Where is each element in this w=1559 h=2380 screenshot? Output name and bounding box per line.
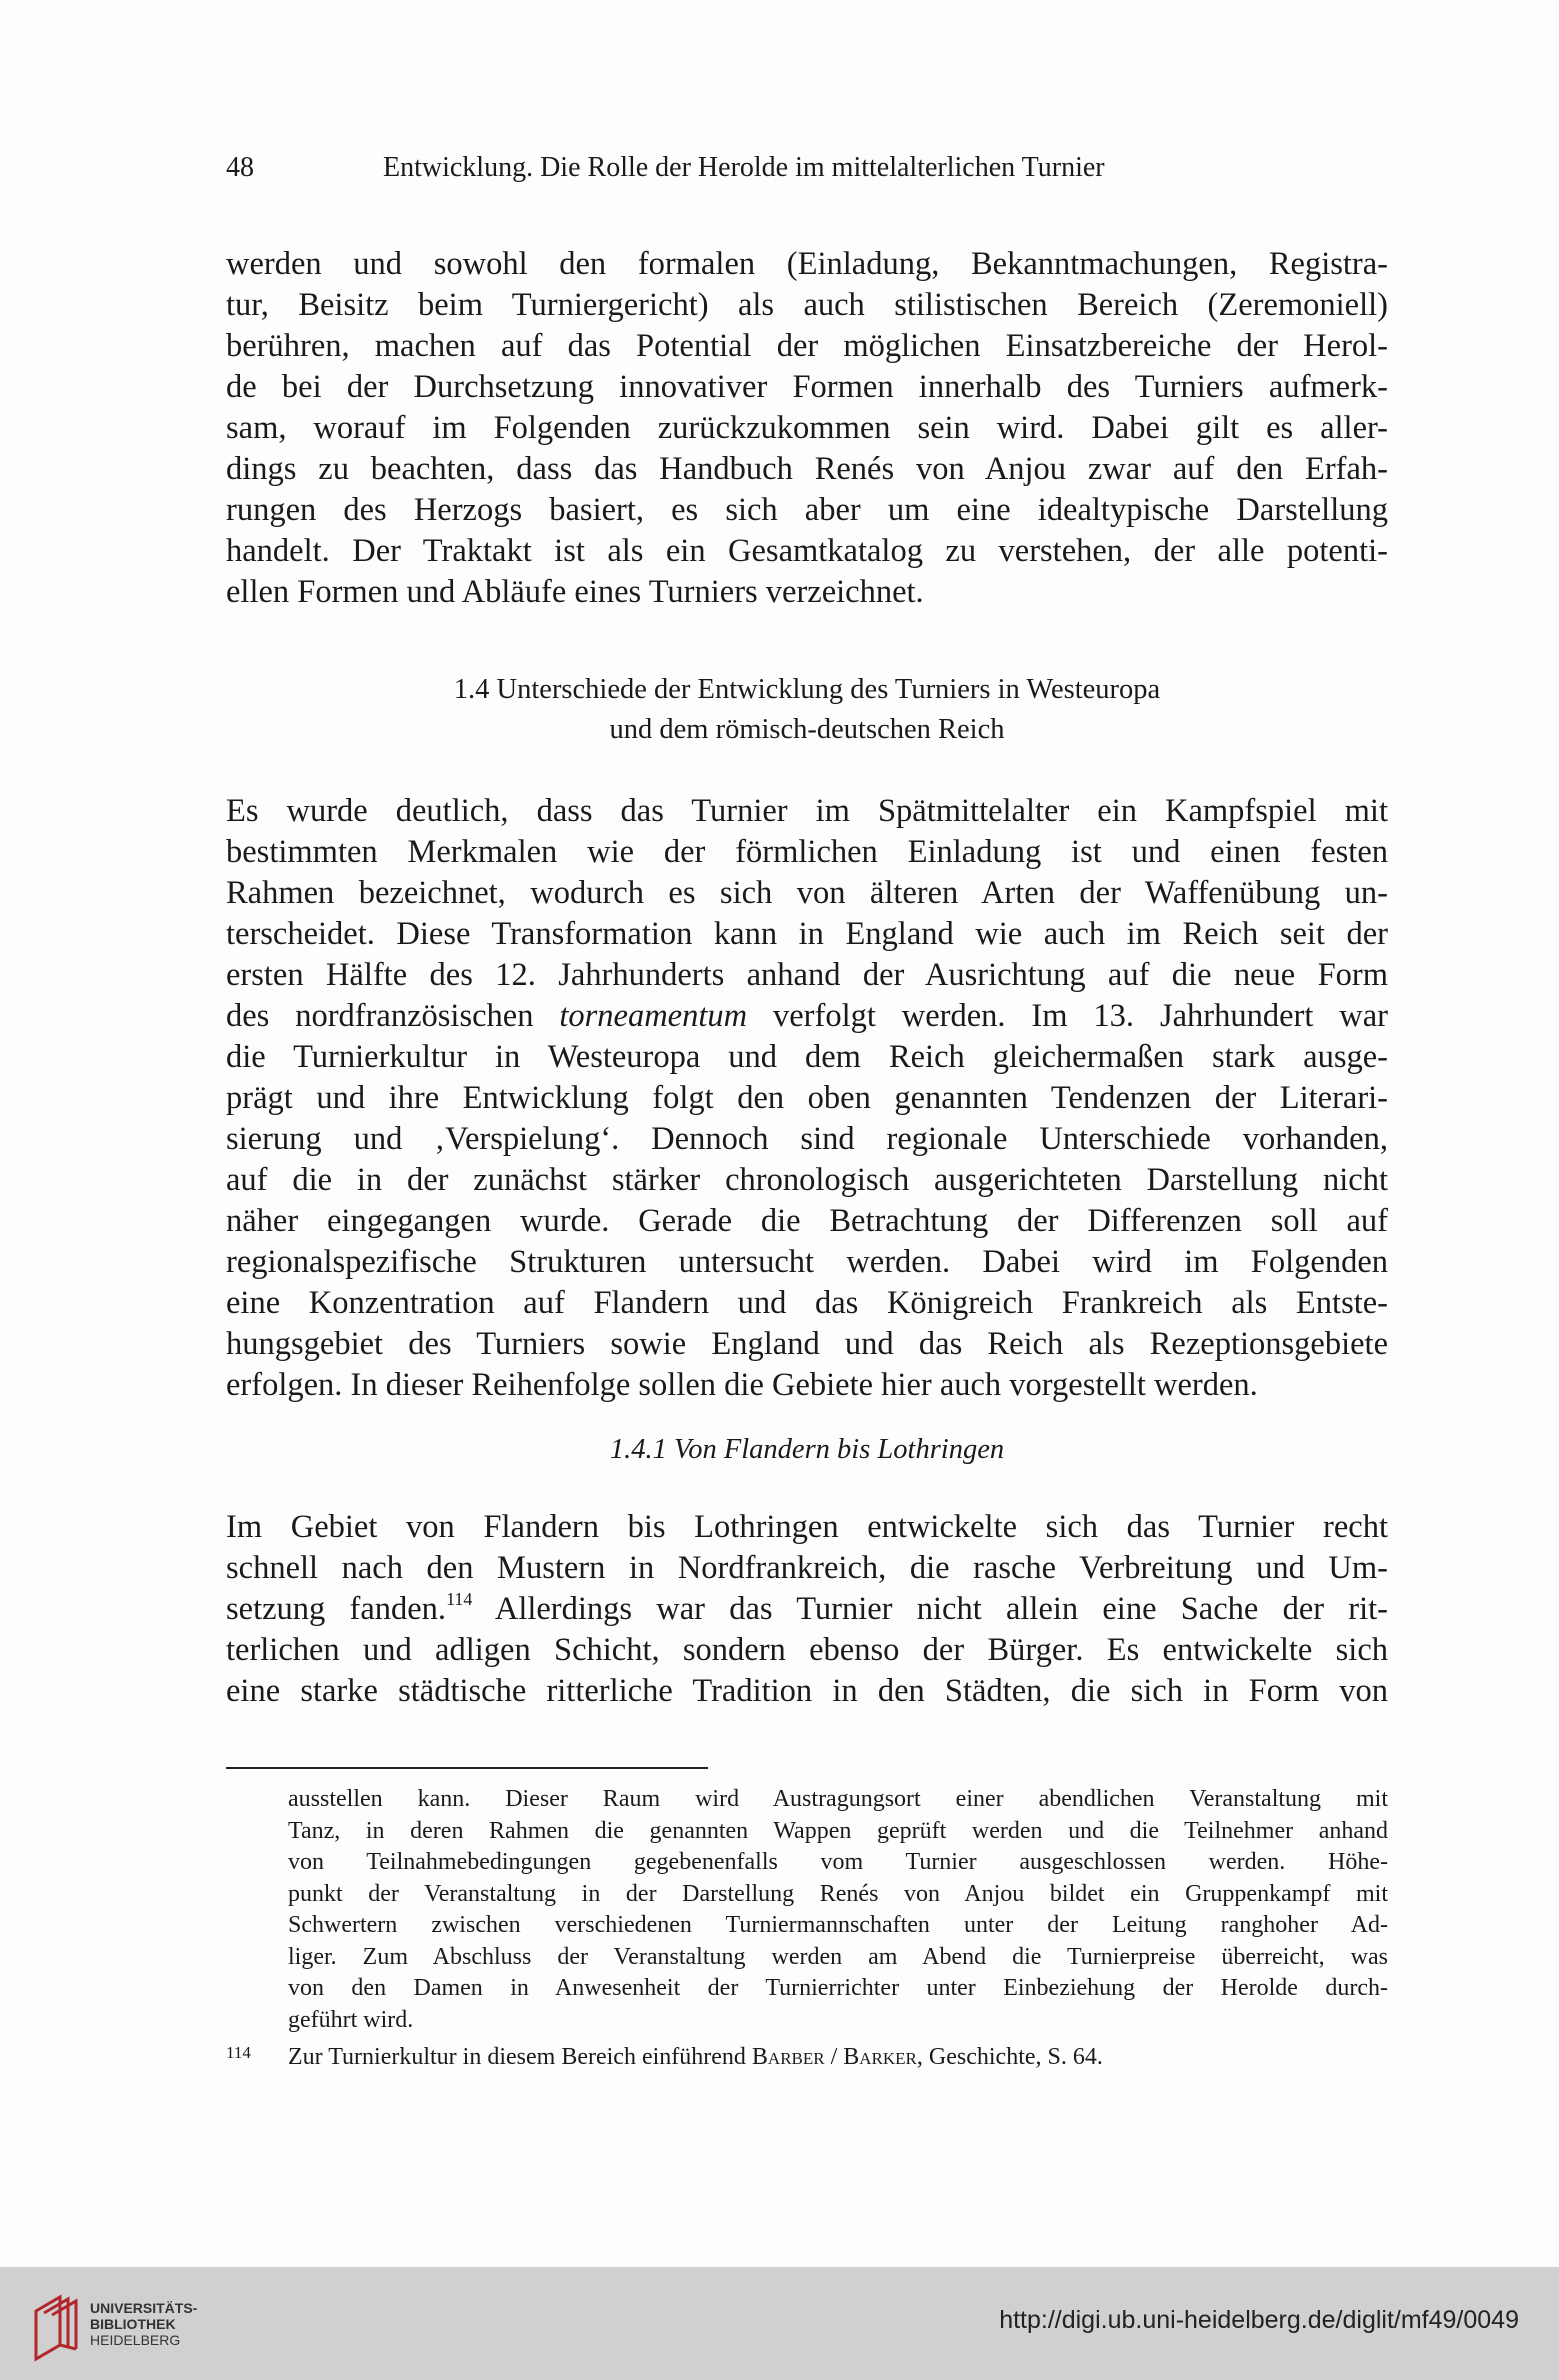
text-line: näher eingegangen wurde. Gerade die Betrachtung der Differenzen soll auf <box>226 1203 1388 1239</box>
text-line: regionalspezifische Strukturen untersucht werden. Dabei wird im Folgenden <box>226 1244 1388 1280</box>
text-line: prägt und ihre Entwicklung folgt den oben genannten Tendenzen der Literari- <box>226 1080 1388 1116</box>
text-line: ersten Hälfte des 12. Jahrhunderts anhand der Ausrichtung auf die neue Form <box>226 957 1388 993</box>
text-line: Im Gebiet von Flandern bis Lothringen entwickelte sich das Turnier recht <box>226 1509 1388 1545</box>
text-line: eine starke städtische ritterliche Tradition in den Städten, die sich in Form von <box>226 1673 1388 1709</box>
permalink-url[interactable]: http://digi.ub.uni-heidelberg.de/diglit/mf49/0049 <box>999 2306 1519 2334</box>
library-name-line: BIBLIOTHEK <box>90 2316 176 2332</box>
text-segment: setzung fanden. <box>226 1591 447 1627</box>
text-segment: Allerdings war das Turnier nicht allein eine Sache der rit- <box>472 1591 1389 1627</box>
text-line: sam, worauf im Folgenden zurückzukommen sein wird. Dabei gilt es aller- <box>226 410 1388 446</box>
text-line: Es wurde deutlich, dass das Turnier im Spätmittelalter ein Kampfspiel mit <box>226 793 1388 829</box>
text-line: dings zu beachten, dass das Handbuch Renés von Anjou zwar auf den Erfah- <box>226 451 1388 487</box>
footnote-text: , Geschichte, S. 64. <box>916 2044 1103 2070</box>
text-line: tur, Beisitz beim Turniergericht) als auch stilistischen Bereich (Zeremoniell) <box>226 287 1388 323</box>
text-line <box>226 1589 1388 1630</box>
library-name-line: UNIVERSITÄTS- <box>90 2300 198 2316</box>
paragraph-3 <box>226 1507 1388 1712</box>
footnote-line: Schwertern zwischen verschiedenen Turniermannschaften unter der Leitung ranghoher Ad- <box>288 1912 1388 1938</box>
text-segment: des nordfranzösischen <box>226 998 560 1034</box>
footnote-line: punkt der Veranstaltung in der Darstellung Renés von Anjou bildet ein Gruppenkampf mit <box>288 1880 1388 1907</box>
section-heading-line: 1.4 Unterschiede der Entwicklung des Turniers in Westeuropa <box>453 674 1161 705</box>
footnote-114 <box>288 2042 1388 2074</box>
text-line: bestimmten Merkmalen wie der förmlichen Einladung ist und einen festen <box>226 834 1388 870</box>
page-number: 48 <box>226 152 254 183</box>
section-heading <box>226 670 1388 750</box>
footnote-text: Zur Turnierkultur in diesem Bereich einführend <box>288 2044 752 2070</box>
text-line: auf die in der zunächst stärker chronologisch ausgerichteten Darstellung nicht <box>226 1162 1388 1198</box>
text-line: de bei der Durchsetzung innovativer Formen innerhalb des Turniers aufmerk- <box>226 369 1388 405</box>
text-line: terscheidet. Diese Transformation kann in England wie auch im Reich seit der <box>226 916 1388 952</box>
text-segment: verfolgt werden. Im 13. Jahrhundert war <box>747 998 1388 1034</box>
library-logo-icon <box>30 2287 86 2365</box>
text-line: schnell nach den Mustern in Nordfrankreich, die rasche Verbreitung und Um- <box>226 1550 1388 1586</box>
footnote-separator <box>226 1767 708 1769</box>
text-line: terlichen und adligen Schicht, sondern ebenso der Bürger. Es entwickelte sich <box>226 1632 1388 1668</box>
footnote-line: geführt wird. <box>288 2006 414 2033</box>
author-name: Barker <box>843 2044 917 2070</box>
text-line <box>226 996 1388 1037</box>
footnote-number: 114 <box>226 2043 251 2062</box>
library-name-line: HEIDELBERG <box>90 2332 181 2348</box>
author-name: Barber <box>751 2044 825 2070</box>
text-line: die Turnierkultur in Westeuropa und dem Reich gleichermaßen stark ausge- <box>226 1039 1388 1075</box>
running-title: Entwicklung. Die Rolle der Herolde im mittelalterlichen Turnier <box>383 152 1105 183</box>
footnote-ref-114[interactable]: 114 <box>446 1589 473 1609</box>
footnote-line: ausstellen kann. Dieser Raum wird Austragungsort einer abendlichen Veranstaltung mit <box>288 1786 1388 1812</box>
footnote-continued <box>288 1784 1388 2036</box>
text-line: werden und sowohl den formalen (Einladung, Bekanntmachungen, Registra- <box>226 246 1388 282</box>
section-heading-line: und dem römisch-deutschen Reich <box>609 714 1005 745</box>
text-line: eine Konzentration auf Flandern und das Königreich Frankreich als Entste- <box>226 1285 1388 1321</box>
author-separator: / <box>824 2044 844 2070</box>
text-line: Rahmen bezeichnet, wodurch es sich von älteren Arten der Waffenübung un- <box>226 875 1388 911</box>
footnote-line: liger. Zum Abschluss der Veranstaltung werden am Abend die Turnierpreise überreicht, was <box>288 1943 1388 1970</box>
library-name <box>90 2300 197 2348</box>
text-line: hungsgebiet des Turniers sowie England und das Reich als Rezeptionsgebiete <box>226 1326 1388 1362</box>
text-line: rungen des Herzogs basiert, es sich aber um eine idealtypische Darstellung <box>226 492 1388 528</box>
digitization-footer <box>0 2267 1559 2380</box>
text-line: ellen Formen und Abläufe eines Turniers verzeichnet. <box>226 574 924 610</box>
running-header <box>226 152 1236 194</box>
italic-term: torneamentum <box>559 998 748 1034</box>
text-line: sierung und ‚Verspielung‘. Dennoch sind regionale Unterschiede vorhanden, <box>226 1121 1388 1157</box>
paragraph-1 <box>226 244 1388 613</box>
footnote-line: Tanz, in deren Rahmen die genannten Wappen geprüft werden und die Teilnehmer anhand <box>288 1817 1388 1844</box>
text-line: erfolgen. In dieser Reihenfolge sollen die Gebiete hier auch vorgestellt werden. <box>226 1367 1258 1403</box>
footnote-line: von Teilnahmebedingungen gegebenenfalls vom Turnier ausgeschlossen werden. Höhe- <box>288 1849 1388 1875</box>
subsection-heading: 1.4.1 Von Flandern bis Lothringen <box>609 1434 1005 1465</box>
text-line: handelt. Der Traktakt ist als ein Gesamtkatalog zu verstehen, der alle potenti- <box>226 533 1388 569</box>
footnote-line: von den Damen in Anwesenheit der Turnierrichter unter Einbeziehung der Herolde durch- <box>288 1975 1388 2001</box>
text-line: berühren, machen auf das Potential der möglichen Einsatzbereiche der Herol- <box>226 328 1388 364</box>
paragraph-2 <box>226 791 1388 1406</box>
